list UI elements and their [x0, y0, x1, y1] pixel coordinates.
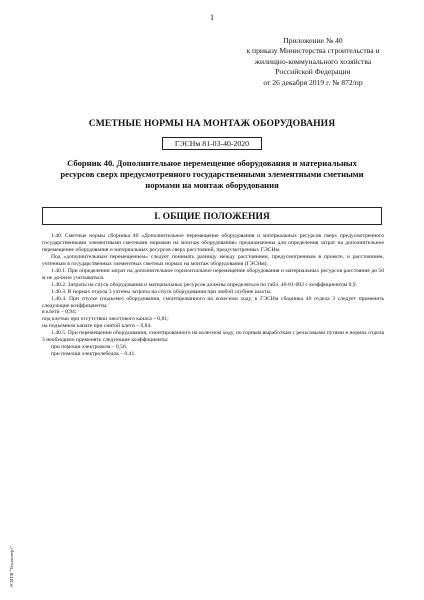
- coefficient-line: при помощи электровоза – 0,56;: [51, 344, 128, 351]
- paragraph: 1.40.1. При определении затрат на дополнительное горизонтальное перемещение оборудования и материальных ресурсов расстояние до 50 м не должно учитываться.: [42, 267, 384, 281]
- paragraph: 1.40.4. При спуске (подъеме) оборудования, смонтированного на колесном ходу, к ГЭСНм сборника 40 отдела 3 следует применять следующие коэффициенты:: [42, 295, 384, 309]
- paragraph: 1.40.3. В нормах отдела 3 учтены затраты на спуск оборудования при любой глубине шахты.: [51, 288, 272, 295]
- side-watermark-text: ЭСИТИ "Техэксперт": [9, 545, 14, 588]
- paragraph: 1.40. Сметные нормы сборника 40 «Дополнительное перемещение оборудования и материальных ресурсов сверх предусмотренного государственными элементными сметными нормами на монтаж оборудования» предназначены для определения затрат на дополнительное перемещение оборудования и материальных ресурсов сверх расстояний, предусмотренных ГЭСНм.: [42, 233, 384, 253]
- collection-title: Сборник 40. Дополнительное перемещение оборудования и материальных ресурсов сверх предусмотренного государственными элементными сметными нормами на монтаж оборудования: [60, 158, 364, 190]
- appendix-block: [228, 36, 398, 88]
- paragraph: 1.40.5. При перемещении оборудования, смонтированного на колесном ходу, по горным выработкам с рельсовыми путями в нормах отдела 3 необходимо применять следующие коэффициенты:: [42, 330, 384, 344]
- paragraph: 1.40.2. Затраты на спуск оборудования и материальных ресурсов должны определяться по табл. 40-01-002 с коэффициентом 0,9.: [51, 281, 357, 288]
- appendix-line: Приложение № 40: [283, 36, 343, 45]
- page-number: 1: [210, 13, 214, 22]
- coefficient-line: на подъемном канате при снятой клети – 0,84.: [42, 323, 152, 330]
- main-title: СМЕТНЫЕ НОРМЫ НА МОНТАЖ ОБОРУДОВАНИЯ: [88, 118, 336, 129]
- section-title: I. ОБЩИЕ ПОЛОЖЕНИЯ: [42, 207, 382, 225]
- norm-code: ГЭСНм 81-03-40-2020: [162, 137, 262, 150]
- appendix-line: жилищно-коммунального хозяйства: [254, 56, 372, 66]
- coefficient-line: в клети – 0,94;: [42, 309, 77, 316]
- appendix-line: к приказу Министерства строительства и: [246, 46, 380, 56]
- document-body: [42, 233, 384, 358]
- appendix-line: от 26 декабря 2019 г. № 872/пр: [263, 77, 363, 87]
- coefficient-line: под клетью при отсутствии хвостового каната – 0,81;: [42, 316, 169, 323]
- appendix-line: Российской Федерации: [275, 67, 351, 77]
- side-watermark: [8, 522, 20, 590]
- paragraph: Под «дополнительным перемещением» следует понимать разницу между расстоянием, предусмотренным в проекте, и расстоянием, учтенным в государственных элементных сметных нормах на монтаж оборудования (ГЭСНм).: [42, 253, 384, 267]
- coefficient-line: при помощи электролебедок – 0,41.: [51, 351, 136, 358]
